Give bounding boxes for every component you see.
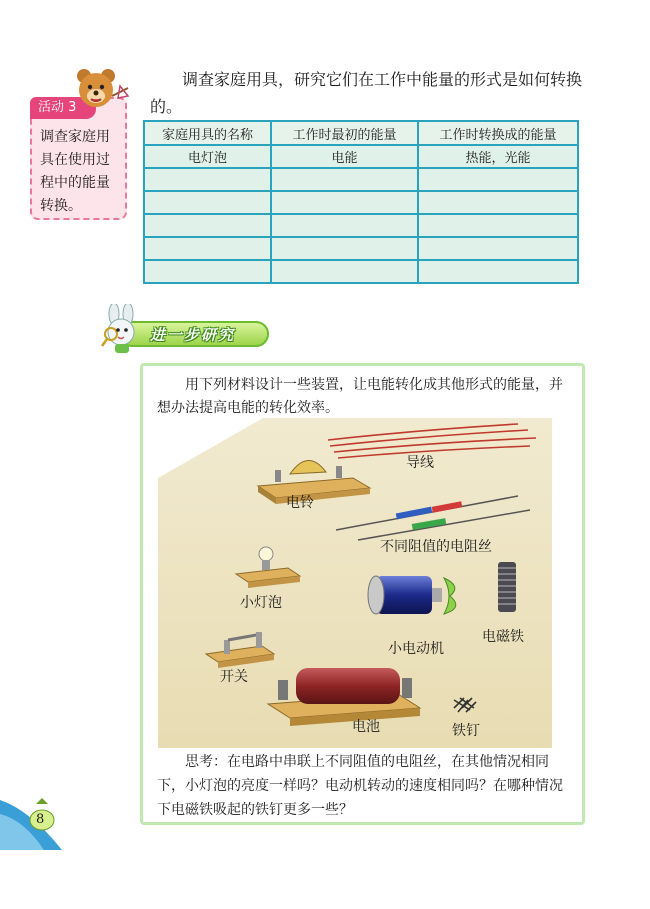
table-cell — [144, 168, 271, 191]
table-cell — [271, 214, 418, 237]
table-cell — [418, 214, 578, 237]
page-number: 8 — [36, 812, 45, 827]
think-question: 思考：在电路中串联上不同阻值的电阻丝，在其他情况相同下，小灯泡的亮度一样吗？电动机转动的速度相同吗？在哪种情况下电磁铁吸起的铁钉更多一些？ — [157, 754, 563, 818]
table-cell — [144, 237, 271, 260]
table-row — [144, 237, 578, 260]
table-cell — [271, 237, 418, 260]
electromagnet-icon — [498, 562, 516, 612]
table-cell — [144, 260, 271, 283]
table-row — [144, 214, 578, 237]
nails-label: 铁钉 — [452, 723, 480, 739]
intro-text: 调查家庭用具，研究它们在工作中能量的形式是如何转换的。 — [150, 70, 583, 116]
resistor-label: 不同阻值的电阻丝 — [380, 539, 492, 555]
table-cell — [418, 237, 578, 260]
rabbit-mascot-icon — [99, 304, 145, 354]
bear-mascot-icon — [70, 66, 132, 120]
table-cell — [144, 214, 271, 237]
table-header-cell: 家庭用具的名称 — [144, 121, 271, 145]
table-cell: 电能 — [271, 145, 418, 168]
table-cell — [144, 191, 271, 214]
table-header-row — [144, 121, 578, 145]
bulb-label: 小灯泡 — [240, 595, 282, 611]
materials-drawing — [158, 418, 552, 748]
table-row — [144, 191, 578, 214]
activity-tag: 活动 3 — [30, 97, 96, 119]
wire-label: 导线 — [406, 455, 434, 471]
table-cell — [271, 191, 418, 214]
electromagnet-label: 电磁铁 — [482, 629, 524, 645]
bell-label: 电铃 — [286, 495, 314, 511]
table-row — [144, 145, 578, 168]
materials-illustration — [158, 418, 552, 748]
table-cell: 热能，光能 — [418, 145, 578, 168]
table-row — [144, 260, 578, 283]
switch-label: 开关 — [220, 669, 248, 685]
table-header-cell: 工作时转换成的能量 — [418, 121, 578, 145]
research-title: 进一步研究 — [150, 326, 236, 344]
table-cell — [271, 260, 418, 283]
table-cell — [418, 168, 578, 191]
battery-label: 电池 — [352, 719, 380, 735]
research-text: 用下列材料设计一些装置，让电能转化成其他形式的能量，并想办法提高电能的转化效率。 — [157, 377, 563, 416]
table-cell — [418, 191, 578, 214]
table-cell — [418, 260, 578, 283]
activity-description: 调查家庭用具在使用过程中的能量转换。 — [40, 129, 110, 214]
motor-label: 小电动机 — [388, 641, 444, 657]
table-cell: 电灯泡 — [144, 145, 271, 168]
table-cell — [271, 168, 418, 191]
energy-table — [143, 120, 579, 284]
table-header-cell: 工作时最初的能量 — [271, 121, 418, 145]
table-row — [144, 168, 578, 191]
